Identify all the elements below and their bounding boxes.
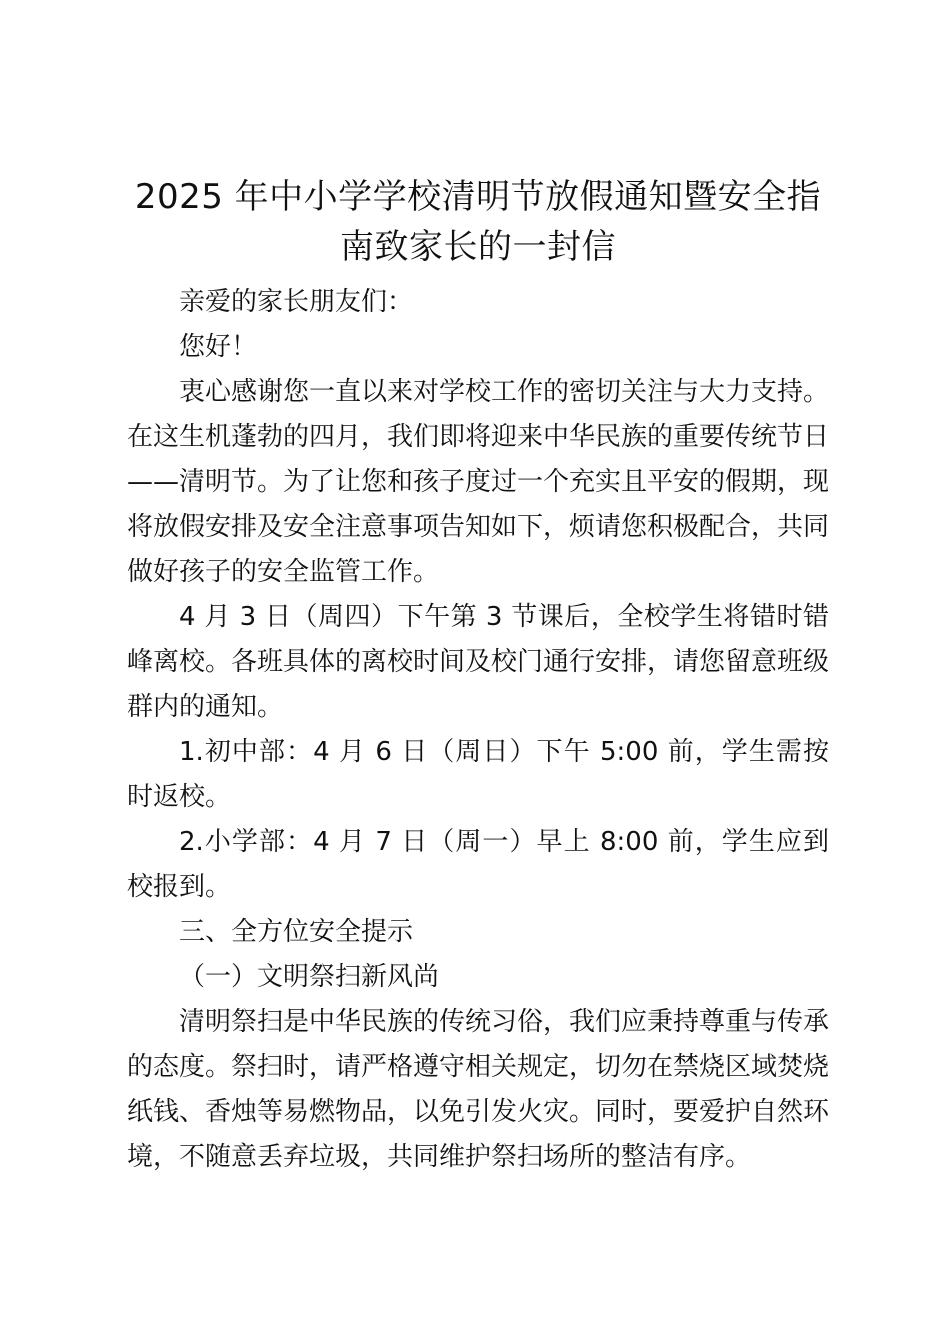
primary-return-paragraph: 2.小学部：4 月 7 日（周一）早上 8:00 前，学生应到校报到。 [127,827,829,902]
greeting-salutation: 亲爱的家长朋友们： [179,287,414,317]
document-body [127,172,829,1180]
safety-section-heading: 三、全方位安全提示 [179,917,414,947]
title-line-1: 2025 年中小学学校清明节放假通知暨安全指 [134,177,822,217]
junior-return-paragraph: 1.初中部：4 月 6 日（周日）下午 5:00 前，学生需按时返校。 [127,737,829,812]
title-line-2: 南致家长的一封信 [340,227,616,267]
subsection-heading-1: （一）文明祭扫新风尚 [179,962,440,992]
greeting-hello: 您好！ [179,332,258,362]
document-title [127,172,829,272]
intro-paragraph: 衷心感谢您一直以来对学校工作的密切关注与大力支持。在这生机蓬勃的四月，我们即将迎来中华民族的重要传统节日——清明节。为了让您和孩子度过一个充实且平安的假期，现将放假安排及安全注意事项告知如下，烦请您积极配合，共同做好孩子的安全监管工作。 [127,377,830,587]
departure-paragraph: 4 月 3 日（周四）下午第 3 节课后，全校学生将错时错峰离校。各班具体的离校时间及校门通行安排，请您留意班级群内的通知。 [127,602,830,722]
tomb-sweeping-paragraph: 清明祭扫是中华民族的传统习俗，我们应秉持尊重与传承的态度。祭扫时，请严格遵守相关规定，切勿在禁烧区域焚烧纸钱、香烛等易燃物品，以免引发火灾。同时，要爱护自然环境，不随意丢弃垃圾，共同维护祭扫场所的整洁有序。 [127,1007,830,1172]
